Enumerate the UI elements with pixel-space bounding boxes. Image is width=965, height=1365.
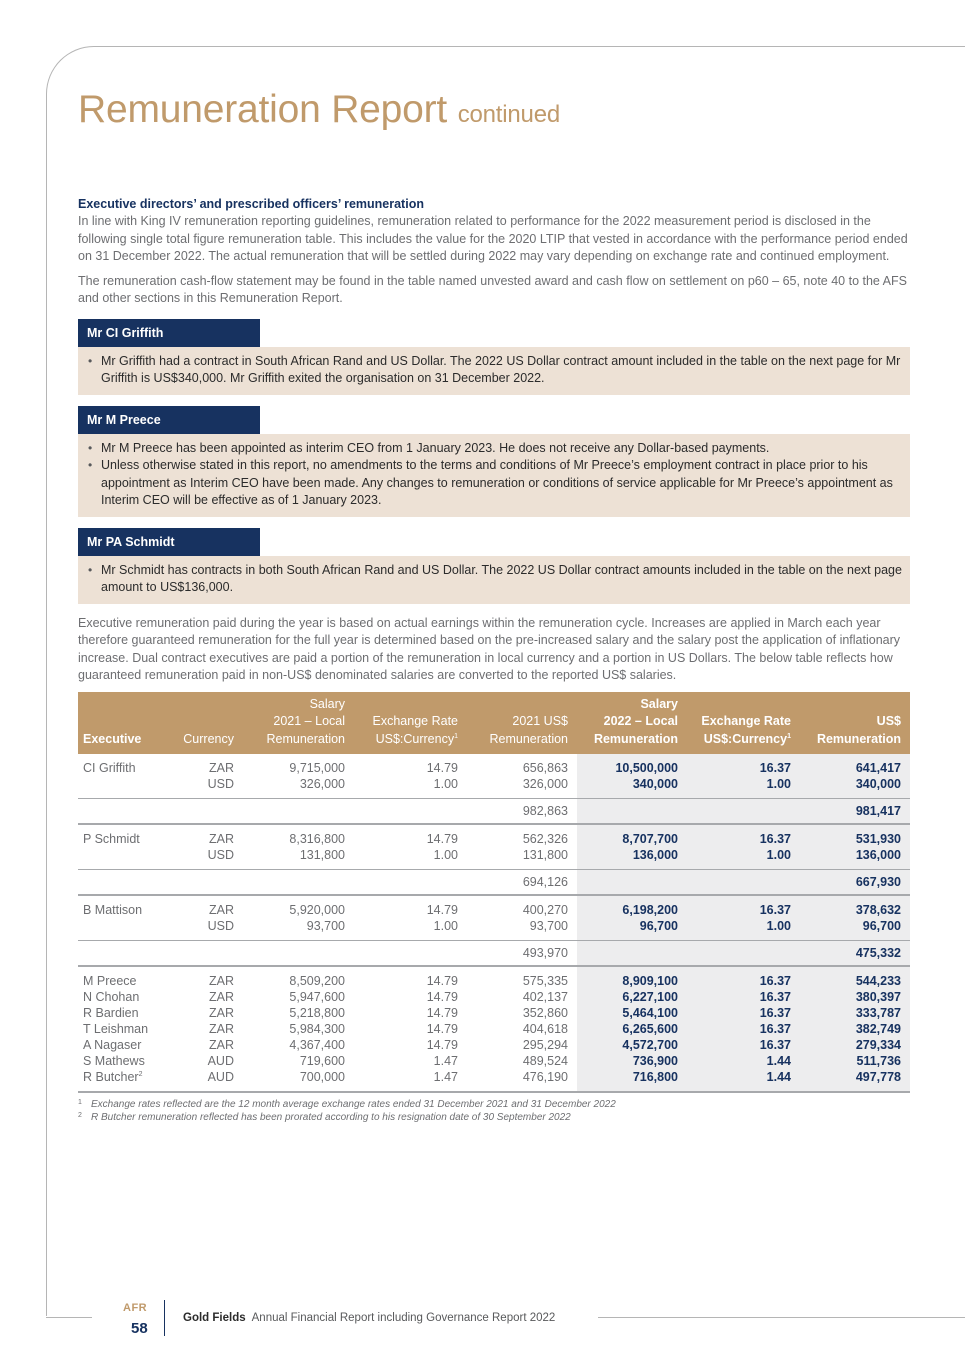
table-intro-paragraph: Executive remuneration paid during the year is based on actual earnings within the remuneration cycle. Increases are applied in March each year therefore guaranteed remuneration for the full year is determined based on the pre-increased salary and the salary post the application of inflationary increase. Dual contract executives are paid a portion of the remuneration in local currency and a portion in US Dollars. The below table reflects how guaranteed remuneration paid in non-US$ denominated salaries are converted to the reported US$ salaries. <box>78 615 901 682</box>
footnote: 1 Exchange rates reflected are the 12 month average exchange rates ended 31 December 2021 and 31 December 2022 <box>78 1099 616 1110</box>
footer-divider <box>164 1300 165 1336</box>
person-tab: Mr CI Griffith <box>78 319 260 347</box>
footer-brand <box>183 1312 555 1324</box>
col-header-us-2021: 2021 US$ Remuneration <box>467 692 577 755</box>
col-header-us-2022: US$ Remuneration <box>800 692 910 755</box>
page-frame-bottom-right <box>598 1317 965 1318</box>
col-header-fx-2022: Exchange Rate US$:Currency$^1$ <box>687 692 800 755</box>
intro-paragraph: In line with King IV remuneration reporting guidelines, remuneration related to performance for the 2022 measurement period is disclosed in the following single total figure remuneration table. This includes the value for the 2020 LTIP that vested in accordance with the performance period ended on 31 December 2022. The actual remuneration that will be settled during 2022 may vary depending on exchange rate and continued employment. <box>78 214 908 263</box>
intro-paragraph: The remuneration cash-flow statement may be found in the table named unvested award and cash flow on settlement on p60 – 65, note 40 to the AFS and other sections in this Remuneration Report. <box>78 273 907 305</box>
footnotes <box>78 1098 910 1124</box>
footer-section-label: AFR <box>123 1302 148 1314</box>
person-notes <box>78 556 910 604</box>
table-total-row: 493,970 475,332 <box>78 941 910 967</box>
table-row: M Preece ZAR 8,509,200 14.79 575,335 8,909,100 16.37 544,233 <box>78 966 910 989</box>
person-tab: Mr PA Schmidt <box>78 528 260 556</box>
table-row: R Butcher$^2$ AUD 700,000 1.47 476,190 716,800 1.44 497,778 <box>78 1069 910 1092</box>
footer-report-title: Annual Financial Report including Governance Report 2022 <box>251 1312 556 1324</box>
person-box-preece <box>78 406 910 517</box>
table-row: USD 93,700 1.00 93,700 96,700 1.00 96,700 <box>78 918 910 941</box>
person-box-schmidt <box>78 528 910 604</box>
table-row: USD 326,000 1.00 326,000 340,000 1.00 340,000 <box>78 776 910 799</box>
page-frame-bottom-left <box>46 1317 92 1318</box>
table-row: A Nagaser ZAR 4,367,400 14.79 295,294 4,572,700 16.37 279,334 <box>78 1037 910 1053</box>
person-note: • Mr M Preece has been appointed as interim CEO from 1 January 2023. He does not receive any Dollar-based payments. <box>86 440 906 458</box>
table-total-row: 982,863 981,417 <box>78 799 910 825</box>
person-note: • Mr Griffith had a contract in South African Rand and US Dollar. The 2022 US Dollar contract amount included in the table on the next page for Mr Griffith is US$340,000. Mr Griffith exited the organisation on 31 December 2022. <box>86 353 906 388</box>
page-frame-left <box>46 122 47 1316</box>
col-header-salary-2022: Salary 2022 – Local Remuneration <box>577 692 687 755</box>
table-group-schmidt <box>78 824 910 895</box>
person-tab: Mr M Preece <box>78 406 260 434</box>
remuneration-table <box>78 692 910 1094</box>
table-total-row: 694,126 667,930 <box>78 870 910 896</box>
person-notes <box>78 434 910 517</box>
col-header-executive: Executive <box>78 692 164 755</box>
col-header-currency: Currency <box>164 692 243 755</box>
table-header-row <box>78 692 910 755</box>
table-row: S Mathews AUD 719,600 1.47 489,524 736,900 1.44 511,736 <box>78 1053 910 1069</box>
col-header-salary-2021: Salary 2021 – Local Remuneration <box>243 692 354 755</box>
table-row: N Chohan ZAR 5,947,600 14.79 402,137 6,227,100 16.37 380,397 <box>78 989 910 1005</box>
person-note: • Mr Schmidt has contracts in both South African Rand and US Dollar. The 2022 US Dollar contract amounts included in the table on the next page amount to US$136,000. <box>86 562 906 597</box>
section-heading: Executive directors’ and prescribed officers’ remuneration <box>78 197 424 211</box>
footnote: 2 R Butcher remuneration reflected has been prorated according to his resignation date of 30 September 2022 <box>78 1112 571 1123</box>
person-box-griffith <box>78 319 910 395</box>
table-row: CI Griffith ZAR 9,715,000 14.79 656,863 10,500,000 16.37 641,417 <box>78 754 910 776</box>
person-notes <box>78 347 910 395</box>
footer-page-number: 58 <box>131 1320 148 1337</box>
table-row: R Bardien ZAR 5,218,800 14.79 352,860 5,464,100 16.37 333,787 <box>78 1005 910 1021</box>
main-content <box>78 196 910 1124</box>
table-group-mattison <box>78 895 910 966</box>
table-row: T Leishman ZAR 5,984,300 14.79 404,618 6,265,600 16.37 382,749 <box>78 1021 910 1037</box>
page-title <box>78 88 560 132</box>
page-frame-top <box>122 46 965 47</box>
table-group-others <box>78 966 910 1092</box>
col-header-fx-2021: Exchange Rate US$:Currency$^1$ <box>354 692 467 755</box>
table-row: P Schmidt ZAR 8,316,800 14.79 562,326 8,707,700 16.37 531,930 <box>78 824 910 847</box>
footer-company: Gold Fields <box>183 1312 246 1324</box>
table-row: B Mattison ZAR 5,920,000 14.79 400,270 6,198,200 16.37 378,632 <box>78 895 910 918</box>
page-title-main: Remuneration Report <box>78 88 448 131</box>
person-note: • Unless otherwise stated in this report, no amendments to the terms and conditions of Mr Preece’s employment contract in place prior to his appointment as Interim CEO have been made. Any changes to remuneration or conditions of service applicable for Mr Preece’s appointment as Interim CEO will be effective as of 1 January 2023. <box>86 457 906 510</box>
table-row: USD 131,800 1.00 131,800 136,000 1.00 136,000 <box>78 847 910 870</box>
table-group-griffith <box>78 754 910 824</box>
page-title-suffix: continued <box>457 101 560 128</box>
